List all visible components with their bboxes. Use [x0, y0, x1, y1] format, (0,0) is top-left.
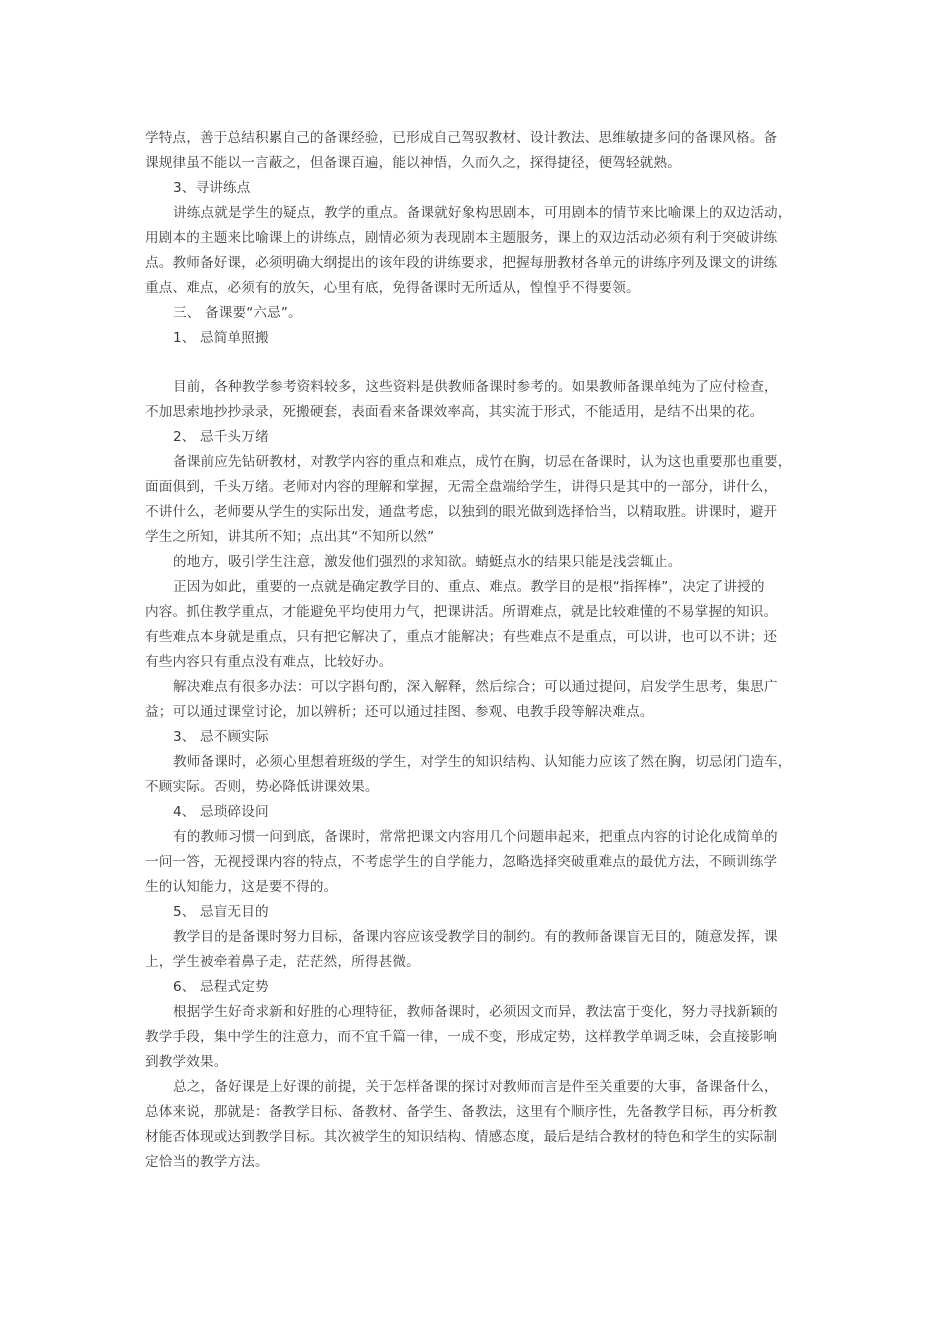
text-line: 学特点，善于总结积累自己的备课经验，已形成自己驾驭教材、设计教法、思维敏捷多问的备课风格。备	[145, 130, 778, 146]
text-line: 用剧本的主题来比喻课上的讲练点，剧情必须为表现剧本主题服务，课上的双边活动必须有利于突破讲练	[145, 230, 778, 246]
text-line: 5、 忌盲无目的	[173, 904, 269, 920]
text-line: 不加思索地抄抄录录，死搬硬套，表面看来备课效率高，其实流于形式，不能适用，是结不出果的花。	[145, 404, 764, 420]
text-line: 材能否体现或达到教学目标。其次被学生的知识结构、情感态度，最后是结合教材的特色和学生的实际制	[145, 1129, 778, 1145]
text-line: 有些内容只有重点没有难点，比较好办。	[145, 654, 393, 670]
text-line: 总体来说，那就是：备教学目标、备教材、备学生、备教法，这里有个顺序性，先备教学目标，再分析教	[145, 1104, 778, 1120]
text-line: 定恰当的教学方法。	[145, 1154, 269, 1170]
text-line: 不讲什么，老师要从学生的实际出发，通盘考虑，以独到的眼光做到选择恰当，以精取胜。讲课时，避开	[145, 504, 778, 520]
text-line: 课规律虽不能以一言蔽之，但备课百遍，能以神悟，久而久之，探得捷径，便驾轻就熟。	[145, 155, 682, 171]
text-line: 到教学效果。	[145, 1054, 228, 1070]
text-line: 教学目的是备课时努力目标，备课内容应该受教学目的制约。有的教师备课盲无目的，随意发挥，课	[173, 929, 778, 945]
blank-line	[145, 351, 815, 375]
text-line: 有的教师习惯一问到底，备课时，常常把课文内容用几个问题串起来，把重点内容的讨论化成简单的	[173, 829, 778, 845]
text-line: 教学手段，集中学生的注意力，而不宜千篇一律，一成不变，形成定势，这样教学单调乏味，会直接影响	[145, 1029, 778, 1045]
text-line: 4、 忌琐碎设问	[173, 804, 269, 820]
text-line: 备课前应先钻研教材，对教学内容的重点和难点，成竹在胸，切忌在备课时，认为这也重要那也重要，	[173, 454, 792, 470]
text-line: 学生之所知，讲其所不知；点出其“不知所以然”	[145, 529, 435, 545]
text-line: 总之，备好课是上好课的前提，关于怎样备课的探讨对教师而言是件至关重要的大事，备课备什么，	[173, 1079, 778, 1095]
text-line: 1、 忌简单照搬	[173, 330, 269, 346]
text-line: 解决难点有很多办法：可以字斟句酌，深入解释，然后综合；可以通过提问，启发学生思考，集思广	[173, 679, 778, 695]
text-line: 点。教师备好课，必须明确大纲提出的该年段的讲练要求，把握每册教材各单元的讲练序列及课文的讲练	[145, 255, 778, 271]
text-line: 重点、难点，必须有的放矢，心里有底，免得备课时无所适从，惶惶乎不得要领。	[145, 280, 640, 296]
text-line: 的地方，吸引学生注意，激发他们强烈的求知欲。蜻蜓点水的结果只能是浅尝辄止。	[173, 554, 682, 570]
text-line: 益；可以通过课堂讨论，加以辨析；还可以通过挂图、参观、电教手段等解决难点。	[145, 704, 654, 720]
text-line: 2、 忌千头万绪	[173, 429, 269, 445]
text-line: 上，学生被牵着鼻子走，茫茫然，所得甚微。	[145, 954, 420, 970]
text-line: 一问一答，无视授课内容的特点，不考虑学生的自学能力，忽略选择突破重难点的最优方法，不顾训练学	[145, 854, 778, 870]
text-line: 6、 忌程式定势	[173, 979, 269, 995]
text-line: 面面俱到，千头万绪。老师对内容的理解和掌握，无需全盘端给学生，讲得只是其中的一部分，讲什么，	[145, 479, 778, 495]
text-line: 三、 备课要“六忌”。	[173, 305, 302, 321]
text-line: 讲练点就是学生的疑点，教学的重点。备课就好象构思剧本，可用剧本的情节来比喻课上的双边活动，	[173, 205, 792, 221]
text-line: 3、 忌不顾实际	[173, 729, 269, 745]
text-line: 不顾实际。否则，势必降低讲课效果。	[145, 779, 379, 795]
document-body	[145, 126, 815, 1175]
text-line: 根据学生好奇求新和好胜的心理特征，教师备课时，必须因文而异，教法富于变化，努力寻找新颖的	[173, 1004, 778, 1020]
text-line: 内容。抓住教学重点，才能避免平均使用力气，把课讲活。所谓难点，就是比较难懂的不易掌握的知识。	[145, 604, 778, 620]
text-line: 正因为如此，重要的一点就是确定教学目的、重点、难点。教学目的是根“指挥棒”，决定了讲授的	[173, 579, 765, 595]
text-line: 3、寻讲练点	[173, 180, 251, 196]
text-line: 生的认知能力，这是要不得的。	[145, 879, 338, 895]
text-line: 目前，各种教学参考资料较多，这些资料是供教师备课时参考的。如果教师备课单纯为了应付检查，	[173, 379, 778, 395]
text-line: 有些难点本身就是重点，只有把它解决了，重点才能解决；有些难点不是重点，可以讲，也可以不讲；还	[145, 629, 778, 645]
text-line: 教师备课时，必须心里想着班级的学生，对学生的知识结构、认知能力应该了然在胸，切忌闭门造车，	[173, 754, 792, 770]
